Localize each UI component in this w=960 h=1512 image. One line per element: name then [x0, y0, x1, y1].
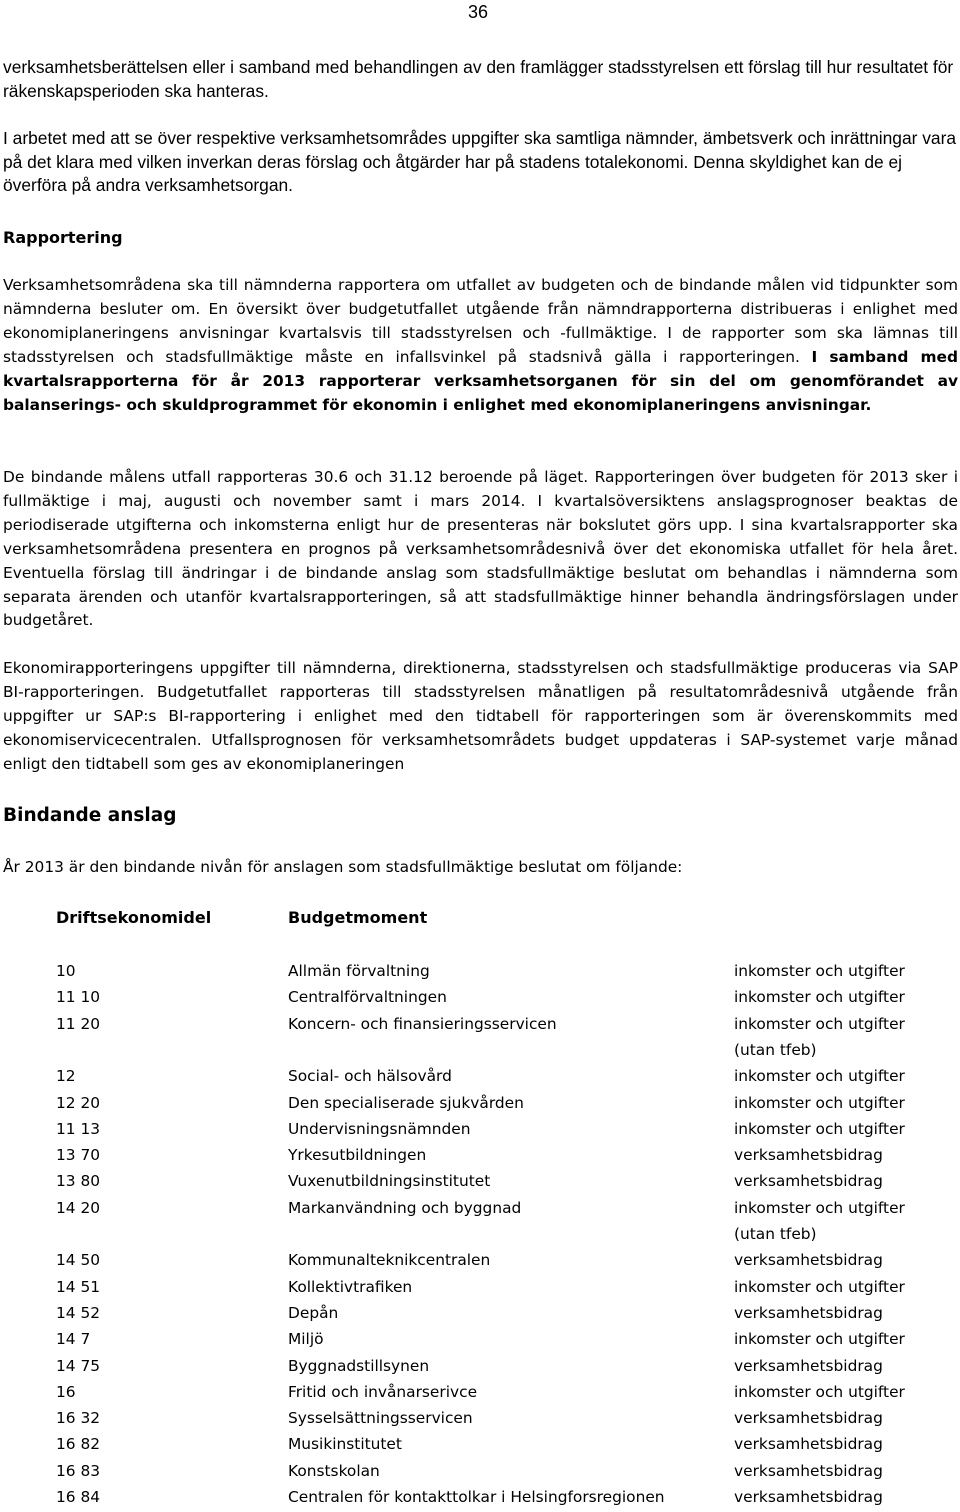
- table-row: [0, 958, 960, 984]
- table-row: [0, 1037, 960, 1063]
- reporting-text: Verksamhetsområdena ska till nämnderna rapportera om utfallet av budgeten och de bindande målen vid tidpunkter som nämnderna besluter om. En översikt över budgetutfallet utgående från nämndrapporterna distribueras i enlighet med ekonomiplaneringens anvisningar kvartalsvis till stadsstyrelsen och -fullmäktige. I de rapporter som ska lämnas till stadsstyrelsen och stadsfullmäktige måste en infallsvinkel på stadsnivå gälla i rapporteringen.: [3, 276, 958, 366]
- row-level: verksamhetsbidrag: [734, 1172, 883, 1191]
- row-name: Markanvändning och byggnad: [288, 1198, 522, 1217]
- table-row: [0, 1011, 960, 1037]
- row-code: 14 75: [56, 1356, 101, 1375]
- table-row: [0, 1142, 960, 1168]
- table-row: [0, 1405, 960, 1431]
- row-code: 12: [56, 1067, 76, 1086]
- row-level: verksamhetsbidrag: [734, 1461, 883, 1480]
- row-code: 16 83: [56, 1461, 101, 1480]
- row-level: verksamhetsbidrag: [734, 1488, 883, 1506]
- row-level: verksamhetsbidrag: [734, 1146, 883, 1165]
- heading-rapportering: Rapportering: [3, 228, 123, 247]
- row-code: 14 20: [56, 1198, 101, 1217]
- paragraph-economy-reporting: Ekonomirapporteringens uppgifter till nämnderna, direktionerna, stadsstyrelsen och stadsfullmäktige produceras via SAP BI-rapporteringen. Budgetutfallet rapporteras till stadsstyrelsen månatligen på resultatområdesnivå utgående från uppgifter ur SAP:s BI-rapportering i enlighet med den tidtabell för rapporteringen som är överenskommits med ekonomiservicecentralen. Utfallsprognosen för verksamhetsområdets budget uppdateras i SAP-systemet varje månad enligt den tidtabell som ges av ekonomiplaneringen: [3, 659, 958, 773]
- row-name: Miljö: [288, 1330, 324, 1349]
- row-level: inkomster och utgifter: [734, 988, 905, 1007]
- row-name: Yrkesutbildningen: [288, 1146, 427, 1165]
- row-level: inkomster och utgifter: [734, 1277, 905, 1296]
- row-code: 13 70: [56, 1146, 101, 1165]
- row-level: inkomster och utgifter: [734, 1382, 905, 1401]
- row-name: Byggnadstillsynen: [288, 1356, 430, 1375]
- row-level: (utan tfeb): [734, 1040, 817, 1059]
- row-code: 13 80: [56, 1172, 101, 1191]
- row-level: inkomster och utgifter: [734, 1119, 905, 1138]
- table-row: [0, 984, 960, 1010]
- row-name: Centralförvaltningen: [288, 988, 447, 1007]
- table-row: [0, 1458, 960, 1484]
- row-name: Fritid och invånarserivce: [288, 1382, 478, 1401]
- row-code: 14 52: [56, 1303, 101, 1322]
- row-code: 16 82: [56, 1435, 101, 1454]
- table-row: [0, 1353, 960, 1379]
- row-code: 12 20: [56, 1093, 101, 1112]
- table-row: [0, 1326, 960, 1352]
- row-level: inkomster och utgifter: [734, 962, 905, 980]
- row-name: Sysselsättningsservicen: [288, 1409, 473, 1428]
- row-code: 16: [56, 1382, 76, 1401]
- row-code: 14 7: [56, 1330, 91, 1349]
- row-level: verksamhetsbidrag: [734, 1435, 883, 1454]
- row-name: Vuxenutbildningsinstitutet: [288, 1172, 491, 1191]
- row-level: inkomster och utgifter: [734, 1014, 905, 1033]
- table-row: [0, 1484, 960, 1510]
- row-name: Kollektivtrafiken: [288, 1277, 413, 1296]
- paragraph-binding-goals: De bindande målens utfall rapporteras 30.6 och 31.12 beroende på läget. Rapporteringen över budgeten för 2013 sker i fullmäktige i maj, augusti och november samt i mars 2014. I kvartalsöversiktens anslagsprognoser beaktas de periodiserade utgifterna och inkomsterna enligt hur de presenteras när bokslutet görs upp. I sina kvartalsrapporter ska verksamhetsområdena presentera en prognos på verksamhetsområdesnivå över det ekonomiska utfallet för hela året. Eventuella förslag till ändringar i de bindande anslag som stadsfullmäktige beslutat om behandlas i nämnderna som separata ärenden och utanför kvartalsrapporteringen, så att stadsfullmäktige hinner behandla ändringsförslagen under budgetåret.: [3, 468, 958, 630]
- table-row: [0, 1168, 960, 1194]
- row-name: Konstskolan: [288, 1461, 380, 1480]
- row-level: verksamhetsbidrag: [734, 1409, 883, 1428]
- row-name: Kommunalteknikcentralen: [288, 1251, 491, 1270]
- row-name: Social- och hälsovård: [288, 1067, 452, 1086]
- table-row: [0, 1221, 960, 1247]
- row-code: 14 50: [56, 1251, 101, 1270]
- row-code: 14 51: [56, 1277, 101, 1296]
- row-level: inkomster och utgifter: [734, 1093, 905, 1112]
- table-row: [0, 1274, 960, 1300]
- row-name: Depån: [288, 1303, 339, 1322]
- row-name: Centralen för kontakttolkar i Helsingforsregionen: [288, 1488, 665, 1506]
- heading-bindande-anslag: Bindande anslag: [3, 805, 177, 826]
- paragraph-intro: verksamhetsberättelsen eller i samband med behandlingen av den framlägger stadsstyrelsen ett förslag till hur resultatet för räkenskapsperioden ska hanteras.: [3, 57, 954, 101]
- column-header-budgetmoment: Budgetmoment: [288, 908, 428, 927]
- row-name: Koncern- och finansieringsservicen: [288, 1014, 557, 1033]
- row-level: inkomster och utgifter: [734, 1330, 905, 1349]
- paragraph-binding-level: År 2013 är den bindande nivån för anslagen som stadsfullmäktige beslutat om följande:: [3, 858, 683, 876]
- page-number: 36: [468, 2, 489, 22]
- table-row: [0, 1300, 960, 1326]
- row-code: 11 20: [56, 1014, 101, 1033]
- row-code: 16 84: [56, 1488, 101, 1506]
- row-code: 11 13: [56, 1119, 101, 1138]
- paragraph-responsibility: I arbetet med att se över respektive verksamhetsområdes uppgifter ska samtliga nämnder, ämbetsverk och inrättningar vara på det klara med vilken inverkan deras förslag och åtgärder har på stadens totalekonomi. Denna skyldighet kan de ej överföra på andra verksamhetsorgan.: [3, 128, 957, 195]
- table-row: [0, 1116, 960, 1142]
- row-level: verksamhetsbidrag: [734, 1251, 883, 1270]
- row-level: inkomster och utgifter: [734, 1198, 905, 1217]
- column-header-driftsekonomidel: Driftsekonomidel: [56, 908, 212, 927]
- row-name: Musikinstitutet: [288, 1435, 402, 1454]
- reporting-text-bold: I samband med kvartalsrapporterna för år 2013 rapporterar verksamhetsorganen för sin del om genomförandet av balanserings- och skuldprogrammet för ekonomin i enlighet med ekonomiplaneringens anvisningar.: [3, 347, 958, 414]
- table-row: [0, 1379, 960, 1405]
- table-row: [0, 1063, 960, 1089]
- row-code: 11 10: [56, 988, 101, 1007]
- row-code: 16 32: [56, 1409, 101, 1428]
- row-level: (utan tfeb): [734, 1225, 817, 1243]
- row-level: verksamhetsbidrag: [734, 1303, 883, 1322]
- table-row: [0, 1431, 960, 1457]
- row-level: inkomster och utgifter: [734, 1067, 905, 1086]
- paragraph-reporting: [3, 274, 958, 417]
- table-row: [0, 1090, 960, 1116]
- row-name: Den specialiserade sjukvården: [288, 1093, 524, 1112]
- row-name: Allmän förvaltning: [288, 962, 430, 980]
- row-code: 10: [56, 962, 76, 980]
- table-row: [0, 1195, 960, 1221]
- row-level: verksamhetsbidrag: [734, 1356, 883, 1375]
- table-row: [0, 1247, 960, 1273]
- row-name: Undervisningsnämnden: [288, 1119, 471, 1138]
